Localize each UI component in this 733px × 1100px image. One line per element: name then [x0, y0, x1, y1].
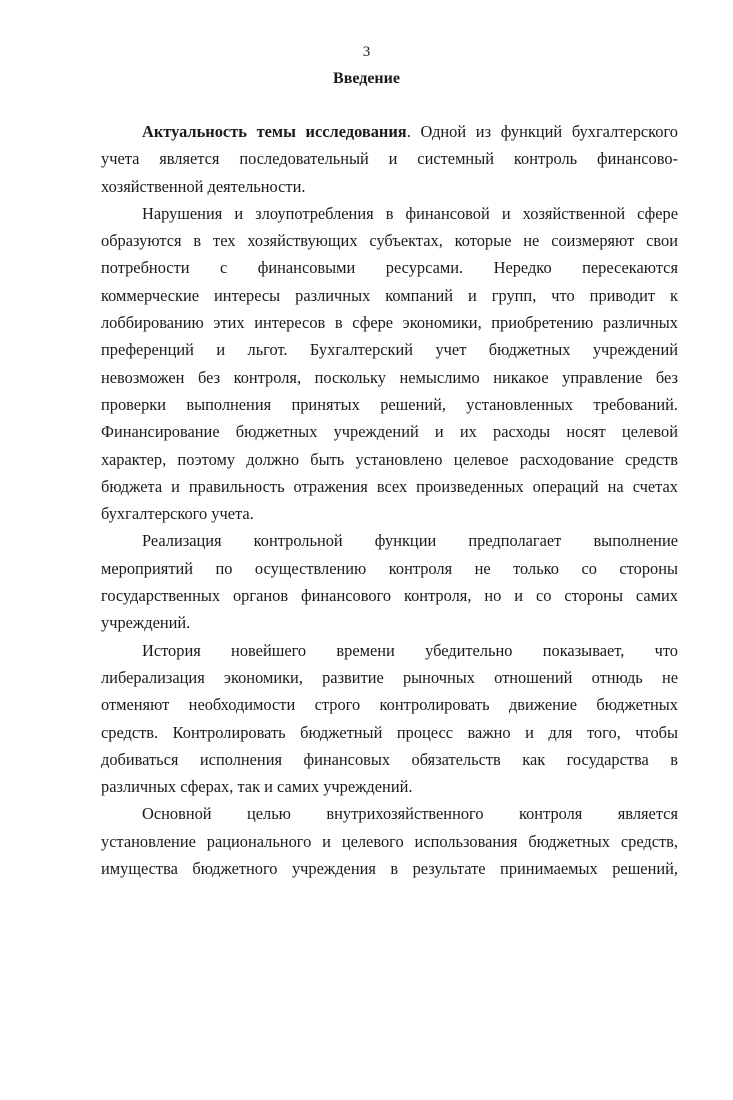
paragraph-lead: Актуальность темы исследования: [142, 122, 407, 141]
text-line: различных сферах, так и самих учреждений.: [101, 777, 413, 797]
text-line: мероприятий по осуществлению контроля не только со стороны: [101, 558, 678, 578]
text-line: имущества бюджетного учреждения в результате принимаемых решений,: [101, 859, 678, 879]
text-line: характер, поэтому должно быть установлено целевое расходование средств: [101, 449, 678, 469]
text-line: невозможен без контроля, поскольку немыслимо никакое управление без: [101, 367, 678, 387]
text-line: Основной целью внутрихозяйственного контроля является: [142, 804, 678, 824]
paragraph-main-goal: [101, 800, 678, 882]
text-line: бюджета и правильность отражения всех произведенных операций на счетах: [101, 476, 678, 496]
text-line: установление рационального и целевого использования бюджетных средств,: [101, 831, 678, 851]
text-line: добиваться исполнения финансовых обязательств как государства в: [101, 749, 678, 769]
text-line: бухгалтерского учета.: [101, 504, 254, 524]
text-line: проверки выполнения принятых решений, установленных требований.: [101, 394, 678, 414]
paragraph-relevance: [101, 118, 678, 200]
text-line: коммерческие интересы различных компаний и групп, что приводит к: [101, 285, 678, 305]
text-line: хозяйственной деятельности.: [101, 176, 306, 196]
text-line: История новейшего времени убедительно показывает, что: [142, 640, 678, 660]
text-line: потребности с финансовыми ресурсами. Нередко пересекаются: [101, 258, 678, 278]
text-line: государственных органов финансового контроля, но и со стороны самих: [101, 586, 678, 606]
text-line: либерализация экономики, развитие рыночных отношений отнюдь не: [101, 667, 678, 687]
text-line: Реализация контрольной функции предполагает выполнение: [142, 531, 678, 551]
paragraph-control-function: [101, 527, 678, 636]
page-number: 3: [362, 44, 371, 60]
document-body: [101, 118, 678, 882]
text-line: преференций и льгот. Бухгалтерский учет бюджетных учреждений: [101, 340, 678, 360]
page-title: Введение: [333, 70, 400, 87]
text-line: Финансирование бюджетных учреждений и их расходы носят целевой: [101, 422, 678, 442]
text-line: средств. Контролировать бюджетный процесс важно и для того, чтобы: [101, 722, 678, 742]
paragraph-violations: [101, 200, 678, 528]
text-line: учреждений.: [101, 613, 191, 633]
text-line: лоббированию этих интересов в сфере экономики, приобретению различных: [101, 313, 678, 333]
text-line: учета является последовательный и системный контроль финансово-: [101, 149, 678, 169]
paragraph-history: [101, 637, 678, 801]
text-line: [101, 118, 678, 145]
text-line: образуются в тех хозяйствующих субъектах, которые не соизмеряют свои: [101, 231, 678, 251]
text-line: отменяют необходимости строго контролировать движение бюджетных: [101, 695, 678, 715]
text-line: Нарушения и злоупотребления в финансовой и хозяйственной сфере: [142, 203, 678, 223]
text-line-rest: . Одной из функций бухгалтерского: [406, 122, 678, 141]
